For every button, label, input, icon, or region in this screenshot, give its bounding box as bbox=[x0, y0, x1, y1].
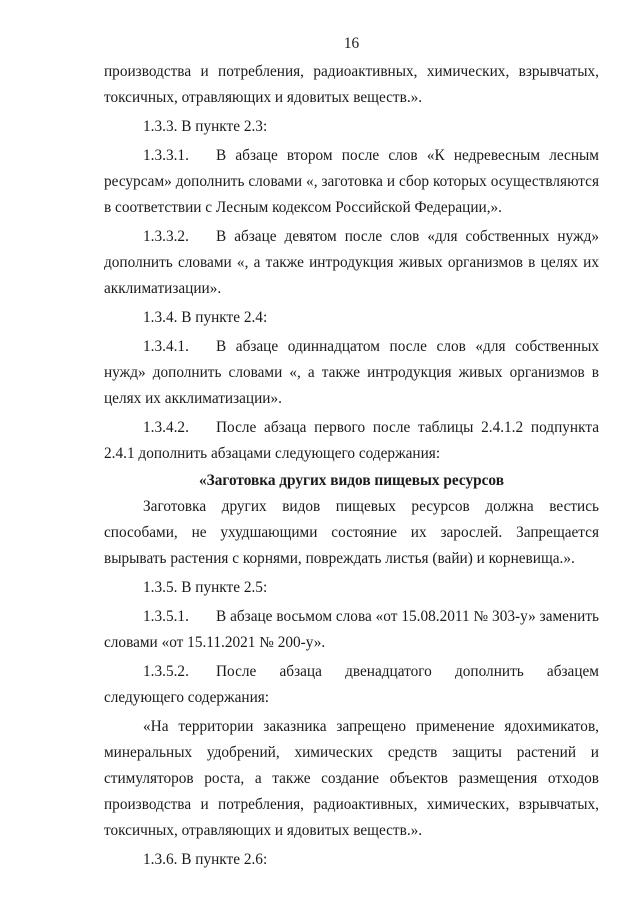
paragraph-continuation: производства и потребления, радиоактивных, химических, взрывчатых, токсичных, отравляющих и ядовитых веществ.». bbox=[104, 63, 599, 106]
clause-number: 1.3.3.1. bbox=[143, 147, 189, 164]
clause-number: 1.3.4.1. bbox=[143, 338, 189, 355]
clause-number: 1.3.4.2. bbox=[143, 419, 189, 436]
clause-number: 1.3.5.1. bbox=[143, 608, 189, 625]
clause-1-3-5-1 bbox=[104, 604, 599, 656]
clause-number: 1.3.5.2. bbox=[143, 663, 189, 680]
clause-1-3-3: 1.3.3. В пункте 2.3: bbox=[143, 118, 268, 135]
clause-text: В абзаце восьмом слова «от 15.08.2011 № 303-у» заменить словами «от 15.11.2021 № 200-у». bbox=[104, 608, 599, 651]
clause-1-3-6: 1.3.6. В пункте 2.6: bbox=[143, 851, 268, 868]
clause-text: В абзаце девятом после слов «для собственных нужд» дополнить словами «, а также интродукция живых организмов в целях их акклиматизации». bbox=[104, 228, 599, 297]
clause-text: После абзаца двенадцатого дополнить абзацем следующего содержания: bbox=[104, 663, 599, 706]
clause-1-3-4-2 bbox=[104, 415, 599, 467]
document-page bbox=[104, 32, 599, 873]
clause-1-3-5-2 bbox=[104, 659, 599, 711]
clause-number: 1.3.3.2. bbox=[143, 228, 189, 245]
clause-1-3-4: 1.3.4. В пункте 2.4: bbox=[143, 309, 268, 326]
section-heading: «Заготовка других видов пищевых ресурсов bbox=[199, 472, 504, 489]
clause-1-3-4-1 bbox=[104, 334, 599, 412]
clause-text: В абзаце втором после слов «К недревесным лесным ресурсам» дополнить словами «, заготовка и сбор которых осуществляются в соответствии с Лесным кодексом Российской Федерации,». bbox=[104, 147, 599, 216]
page-number: 16 bbox=[343, 35, 360, 52]
inserted-paragraph-prohibition: «На территории заказника запрещено применение ядохимикатов, минеральных удобрений, химических средств защиты растений и стимуляторов роста, а также создание объектов размещения отходов производства и потребления, радиоактивных, химических, взрывчатых, токсичных, отравляющих и ядовитых веществ.». bbox=[104, 718, 599, 839]
clause-text: После абзаца первого после таблицы 2.4.1.2 подпункта 2.4.1 дополнить абзацами следующего содержания: bbox=[104, 419, 599, 462]
clause-1-3-3-2 bbox=[104, 224, 599, 302]
clause-1-3-3-1 bbox=[104, 143, 599, 221]
clause-1-3-5: 1.3.5. В пункте 2.5: bbox=[143, 579, 268, 596]
clause-text: В абзаце одиннадцатом после слов «для собственных нужд» дополнить словами «, а также интродукция живых организмов в целях их акклиматизации». bbox=[104, 338, 599, 407]
inserted-paragraph: Заготовка других видов пищевых ресурсов должна вестись способами, не ухудшающими состояние их зарослей. Запрещается вырывать растения с корнями, повреждать листья (вайи) и корневища.». bbox=[104, 498, 599, 567]
